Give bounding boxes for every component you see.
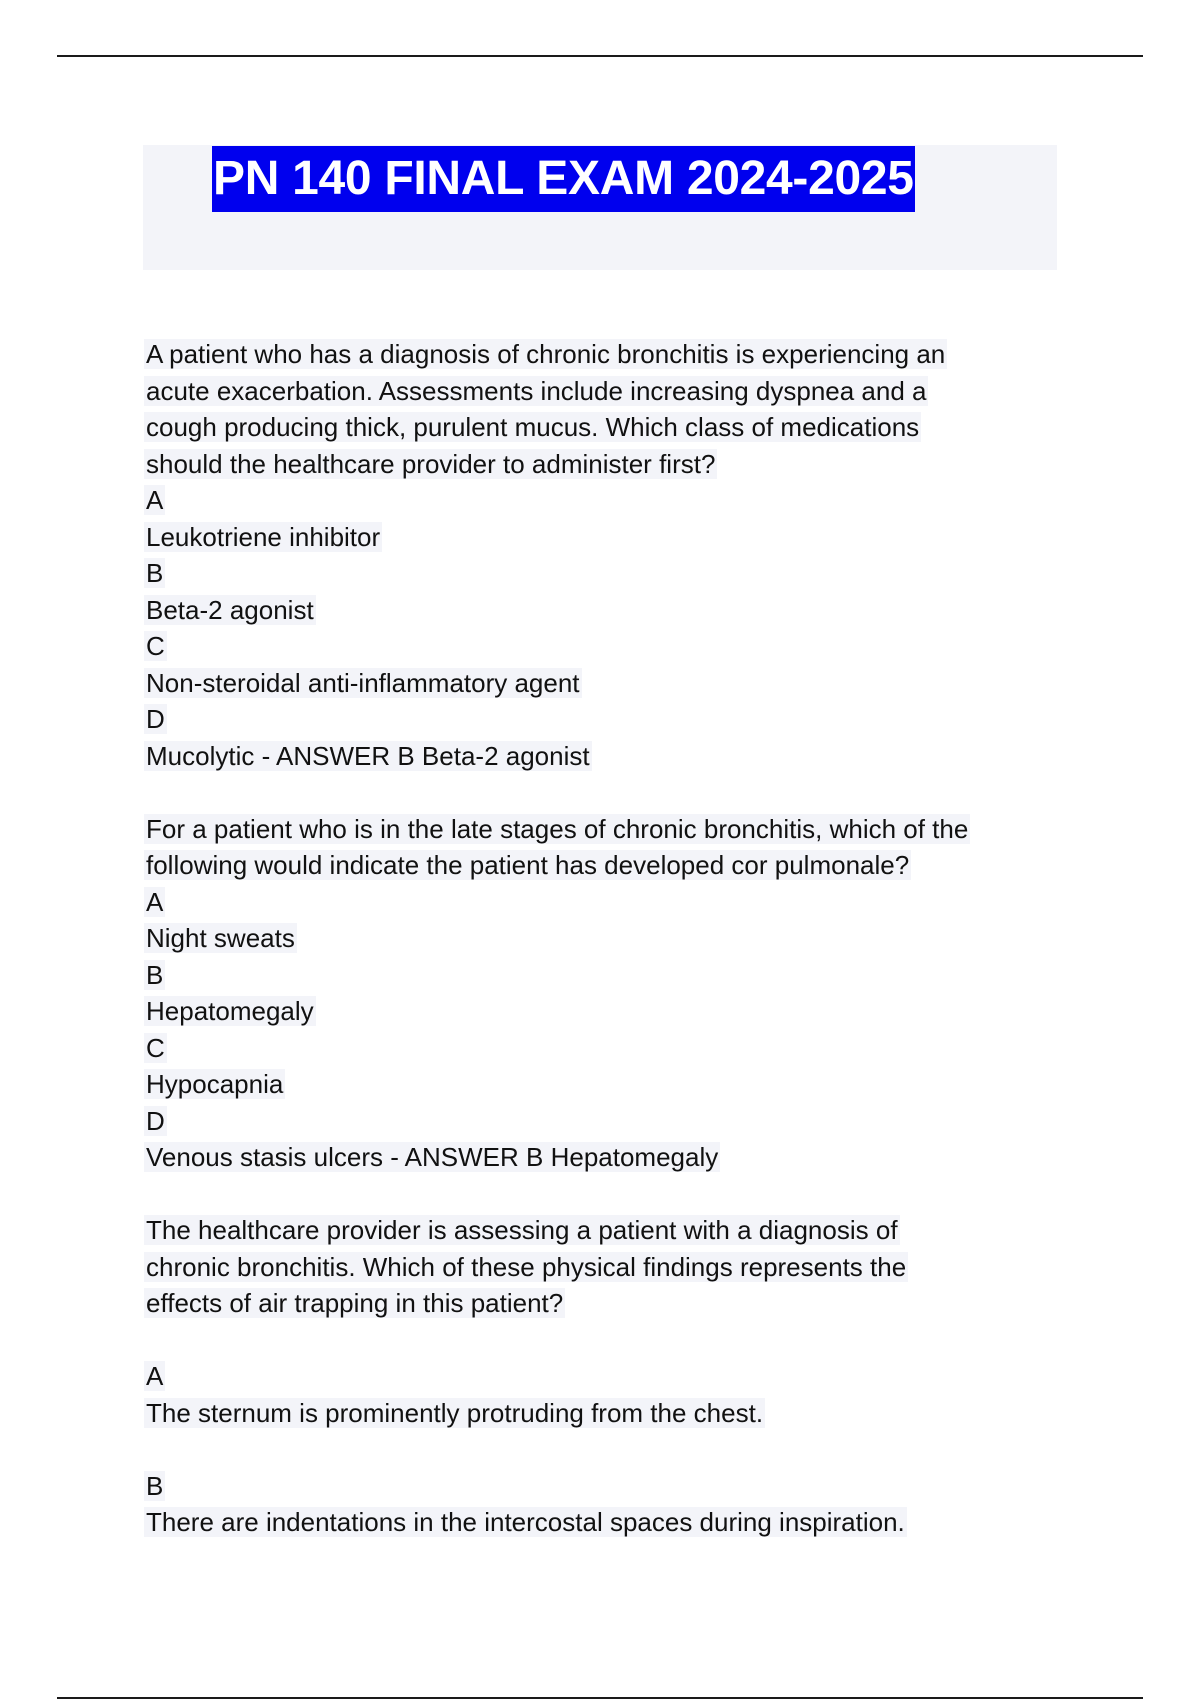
bottom-rule [57, 1697, 1143, 1699]
option-letter: C [146, 1032, 165, 1063]
question-3 [146, 1212, 1066, 1541]
option-text: The sternum is prominently protruding from the chest. [146, 1397, 764, 1428]
option-letter: A [146, 485, 164, 515]
option-text: Hepatomegaly [146, 996, 314, 1026]
question-stem-line: chronic bronchitis. Which of these physical findings represents the [146, 1251, 907, 1282]
option-letter: B [146, 558, 164, 588]
spacer [146, 774, 1066, 811]
spacer [146, 1322, 1066, 1359]
spacer [146, 1431, 1066, 1468]
page-title: PN 140 FINAL EXAM 2024-2025 [212, 146, 915, 212]
question-content [146, 336, 1066, 1541]
option-letter: B [146, 1470, 164, 1501]
top-rule [57, 55, 1143, 57]
option-text: Hypocapnia [146, 1069, 284, 1099]
question-2 [146, 811, 1066, 1176]
option-letter: C [146, 631, 165, 661]
question-stem-line: effects of air trapping in this patient? [146, 1288, 564, 1318]
question-stem-line: acute exacerbation. Assessments include increasing dyspnea and a [146, 375, 927, 406]
option-text: Non-steroidal anti-inflammatory agent [146, 667, 580, 698]
question-stem-line: The healthcare provider is assessing a patient with a diagnosis of [146, 1215, 898, 1245]
question-stem-line: A patient who has a diagnosis of chronic bronchitis is experiencing an [146, 339, 946, 369]
option-text-with-answer: Venous stasis ulcers - ANSWER B Hepatomegaly [146, 1142, 719, 1172]
question-stem-line: should the healthcare provider to administer first? [146, 448, 716, 479]
spacer [146, 1176, 1066, 1213]
option-letter: D [146, 1105, 165, 1136]
question-stem-line: For a patient who is in the late stages of chronic bronchitis, which of the [146, 813, 969, 844]
option-text: Night sweats [146, 923, 295, 953]
option-text: There are indentations in the intercostal spaces during inspiration. [146, 1507, 905, 1537]
option-letter: D [146, 704, 165, 734]
option-text-with-answer: Mucolytic - ANSWER B Beta-2 agonist [146, 740, 590, 771]
option-letter: B [146, 959, 164, 990]
option-letter: A [146, 1361, 164, 1391]
question-1 [146, 336, 1066, 774]
option-text: Beta-2 agonist [146, 594, 314, 625]
question-stem-line: following would indicate the patient has developed cor pulmonale? [146, 850, 910, 880]
option-letter: A [146, 886, 164, 917]
question-stem-line: cough producing thick, purulent mucus. Which class of medications [146, 412, 920, 442]
option-text: Leukotriene inhibitor [146, 521, 381, 552]
